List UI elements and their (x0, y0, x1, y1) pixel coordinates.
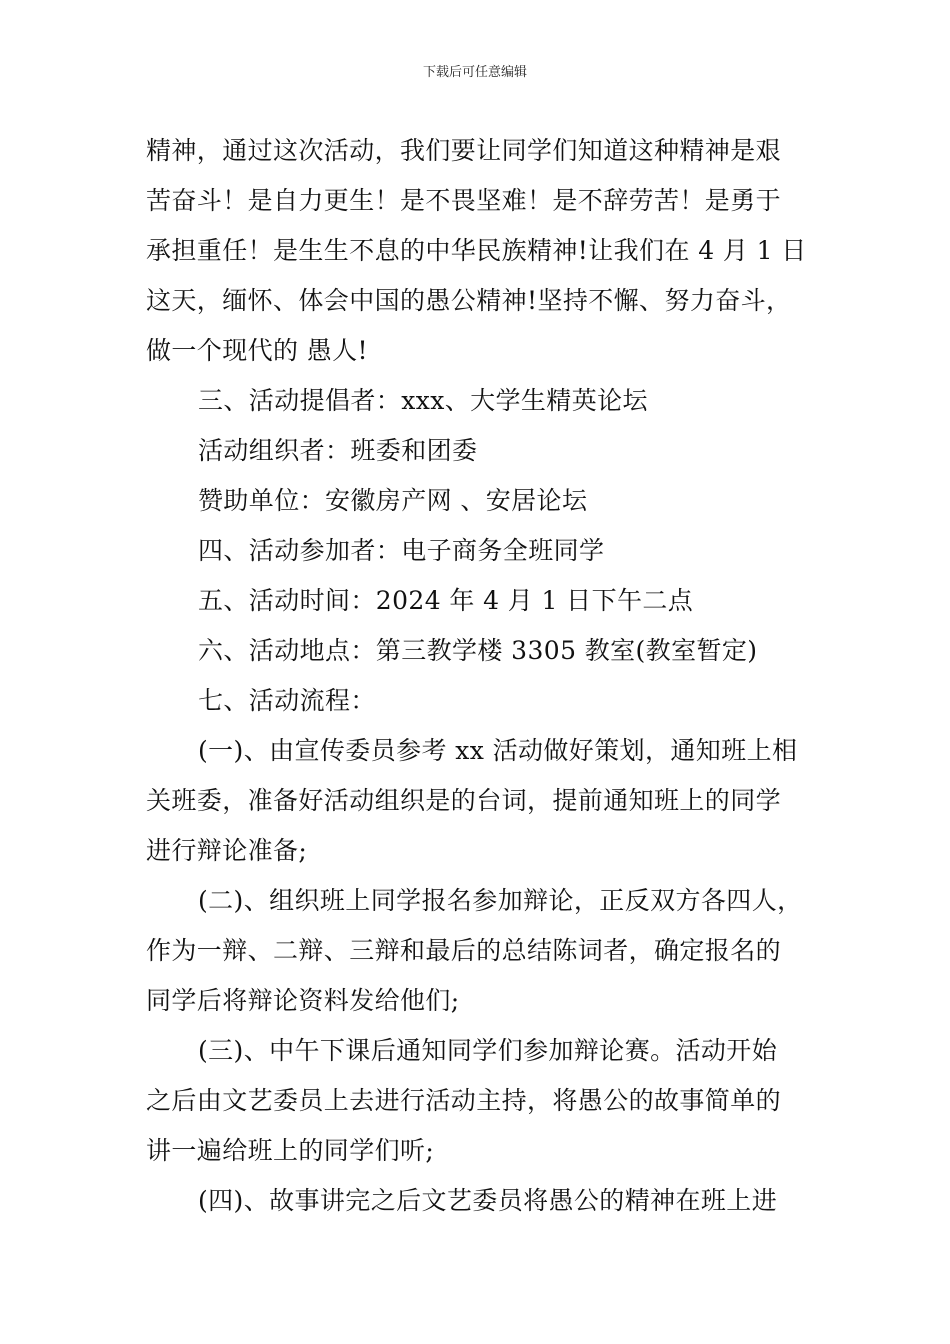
text-line: (四)、故事讲完之后文艺委员将愚公的精神在班上进 (198, 1186, 778, 1215)
text-line: (二)、组织班上同学报名参加辩论，正反双方各四人， (198, 886, 803, 915)
text-line: 承担重任！是生生不息的中华民族精神!让我们在 4 月 1 日 (146, 236, 807, 265)
text-line: 三、活动提倡者：xxx、大学生精英论坛 (198, 386, 648, 415)
page-header: 下载后可任意编辑 (422, 65, 527, 80)
text-line: 六、活动地点：第三教学楼 3305 教室(教室暂定) (198, 636, 758, 665)
text-line: (三)、中午下课后通知同学们参加辩论赛。活动开始 (198, 1036, 778, 1065)
text-line: 进行辩论准备; (146, 836, 308, 865)
text-line: 赞助单位：安徽房产网 、安居论坛 (198, 486, 588, 515)
text-line: 做一个现代的 愚人! (146, 336, 368, 365)
text-line: (一)、由宣传委员参考 xx 活动做好策划，通知班上相 (198, 736, 798, 765)
text-line: 之后由文艺委员上去进行活动主持，将愚公的故事简单的 (146, 1086, 782, 1115)
text-line: 讲一遍给班上的同学们听; (146, 1136, 435, 1165)
text-line: 五、活动时间：2024 年 4 月 1 日下午二点 (198, 586, 694, 615)
text-line: 七、活动流程： (198, 686, 376, 715)
text-line: 精神，通过这次活动，我们要让同学们知道这种精神是艰 (146, 136, 782, 165)
text-line: 苦奋斗！是自力更生！是不畏坚难！是不辞劳苦！是勇于 (146, 186, 782, 215)
text-line: 作为一辩、二辩、三辩和最后的总结陈词者，确定报名的 (146, 936, 782, 965)
text-line: 四、活动参加者：电子商务全班同学 (198, 536, 605, 565)
text-line: 活动组织者：班委和团委 (198, 436, 478, 465)
text-line: 这天，缅怀、体会中国的愚公精神!坚持不懈、努力奋斗， (146, 286, 792, 315)
text-line: 同学后将辩论资料发给他们; (146, 986, 460, 1015)
text-line: 关班委，准备好活动组织是的台词，提前通知班上的同学 (146, 786, 782, 815)
document-body (146, 126, 826, 1226)
